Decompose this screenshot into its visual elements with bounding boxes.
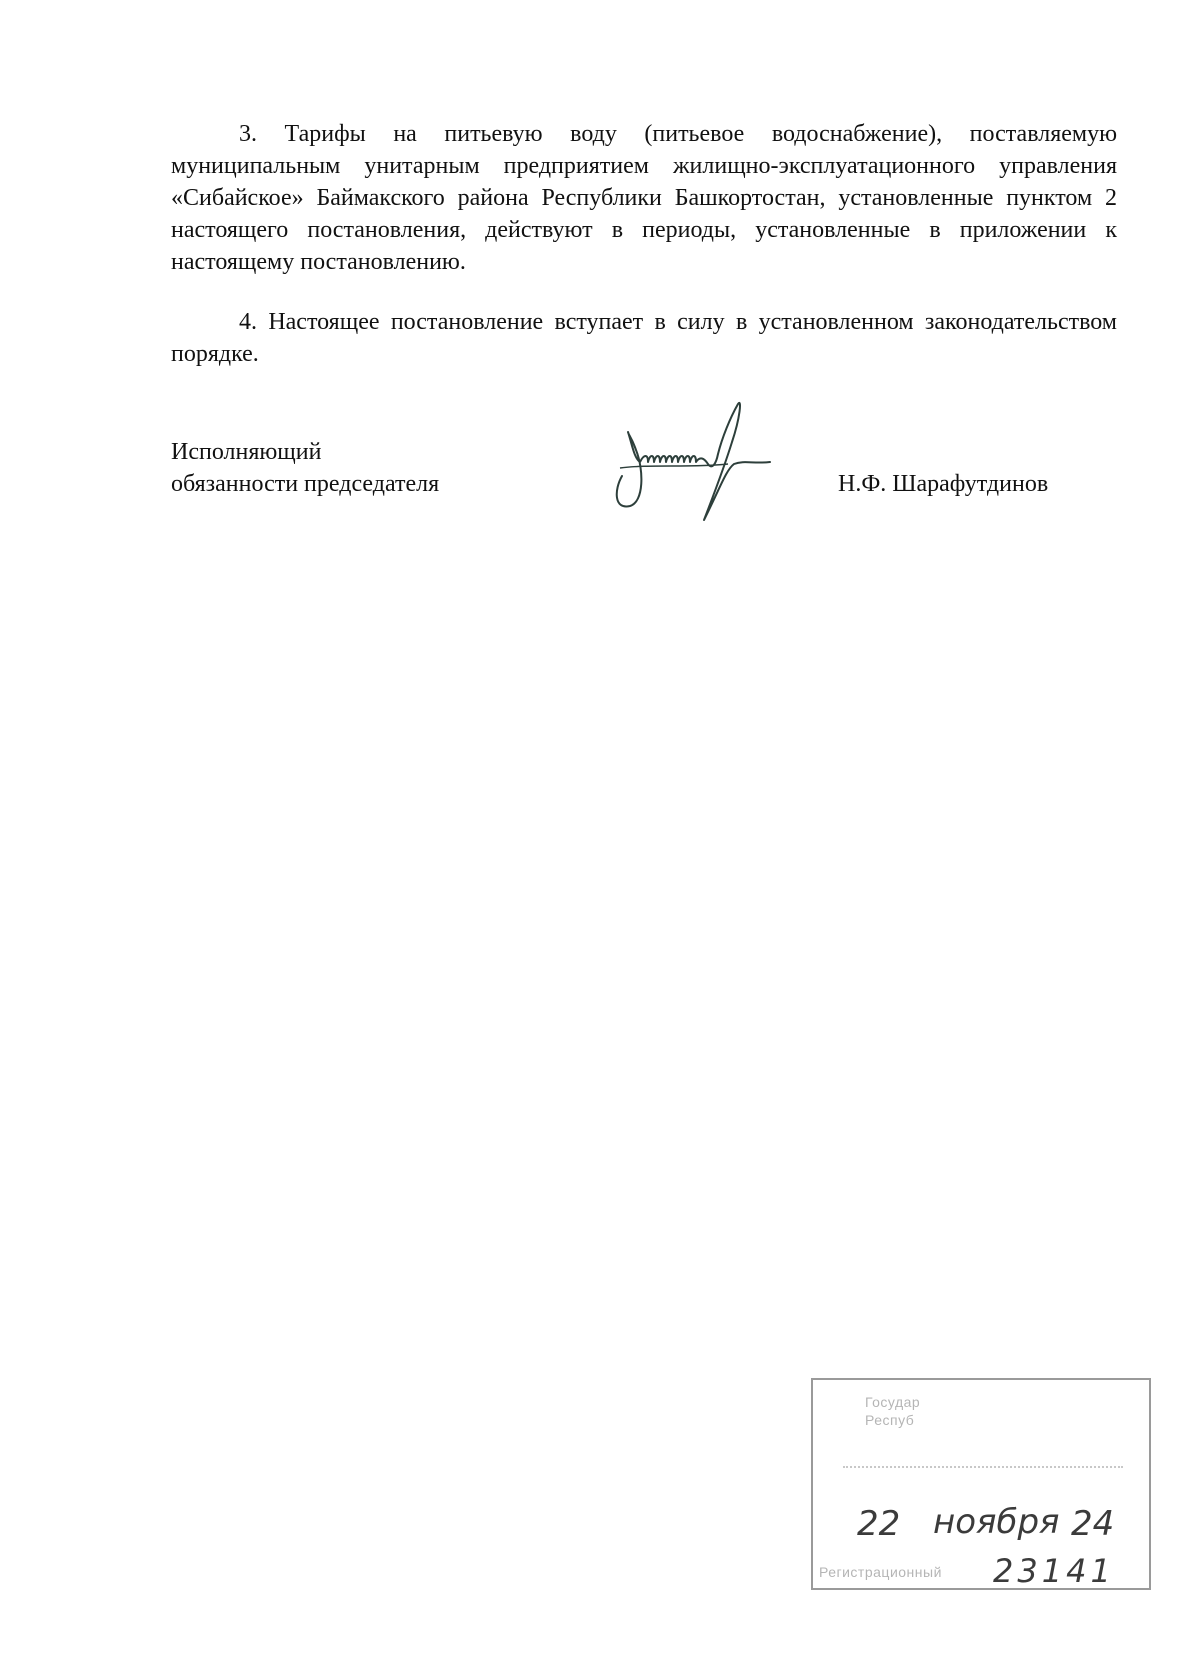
handwritten-signature — [610, 398, 780, 528]
paragraph-4 — [171, 306, 1117, 370]
paragraph-3 — [171, 118, 1117, 278]
paragraph-3-text: 3. Тарифы на питьевую воду (питьевое водоснабжение), поставляемую муниципальным унитарным предприятием жилищно-эксплуатационного управления «Сибайское» Баймакского района Республики Башкортостан, установленные пунктом 2 настоящего постановления, действуют в периоды, установленные в приложении к настоящему постановлению. — [171, 121, 1117, 275]
signatory-title — [171, 436, 439, 500]
stamp-reg-label: Регистрационный — [819, 1564, 942, 1580]
signatory-name: Н.Ф. Шарафутдинов — [838, 471, 1049, 497]
signatory-title-line1: Исполняющий — [171, 439, 322, 465]
stamp-line1: Государ — [865, 1394, 921, 1410]
paragraph-4-text: 4. Настоящее постановление вступает в силу в установленном законодательством порядке. — [171, 309, 1117, 367]
stamp-date-year: 24 — [1071, 1504, 1115, 1544]
signatory-title-line2: обязанности председателя — [171, 471, 440, 497]
stamp-reg-number: 23141 — [993, 1552, 1115, 1590]
stamp-dotted-line — [843, 1466, 1123, 1469]
stamp-date-month: ноября — [933, 1502, 1060, 1542]
stamp-line2: Респуб — [865, 1412, 915, 1428]
stamp-date-day: 22 — [857, 1504, 901, 1544]
registration-stamp — [811, 1378, 1151, 1590]
